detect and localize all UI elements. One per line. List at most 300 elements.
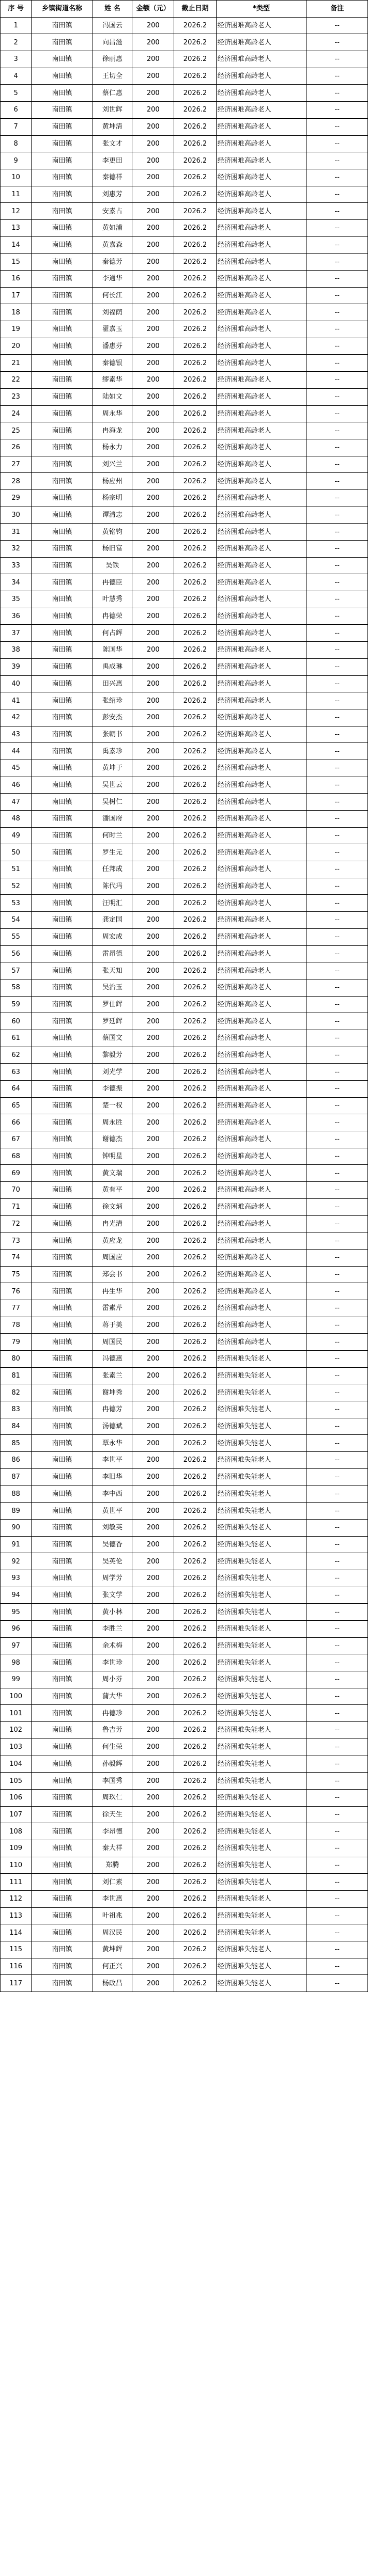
type-cell: 经济困难高龄老人 (216, 489, 306, 507)
remark-cell: -- (306, 1874, 368, 1891)
town-cell: 南田镇 (32, 219, 93, 236)
type-cell: 经济困难高龄老人 (216, 287, 306, 304)
remark-cell: -- (306, 1840, 368, 1857)
name-cell: 冉光清 (93, 1215, 132, 1232)
remark-cell: -- (306, 1553, 368, 1570)
table-row (1, 439, 368, 456)
amount-cell: 200 (132, 1722, 174, 1739)
town-cell: 南田镇 (32, 962, 93, 979)
town-cell: 南田镇 (32, 85, 93, 102)
index-cell: 104 (1, 1756, 32, 1773)
table-row (1, 456, 368, 473)
table-row (1, 1789, 368, 1806)
remark-cell: -- (306, 1131, 368, 1148)
town-cell: 南田镇 (32, 1351, 93, 1368)
table-row (1, 85, 368, 102)
town-cell: 南田镇 (32, 1941, 93, 1958)
town-cell: 南田镇 (32, 1806, 93, 1823)
remark-cell: -- (306, 1806, 368, 1823)
table-row (1, 1081, 368, 1098)
amount-cell: 200 (132, 304, 174, 321)
remark-cell: -- (306, 912, 368, 929)
amount-cell: 200 (132, 1857, 174, 1874)
name-cell: 谢德杰 (93, 1131, 132, 1148)
name-cell: 李中西 (93, 1485, 132, 1503)
deadline-cell: 2026.2 (174, 1215, 216, 1232)
deadline-cell: 2026.2 (174, 1739, 216, 1756)
table-row (1, 709, 368, 726)
type-cell: 经济困难高龄老人 (216, 692, 306, 709)
town-cell: 南田镇 (32, 456, 93, 473)
name-cell: 冉德臣 (93, 574, 132, 591)
remark-cell: -- (306, 928, 368, 945)
amount-cell: 200 (132, 51, 174, 68)
deadline-cell: 2026.2 (174, 1621, 216, 1638)
deadline-cell: 2026.2 (174, 1756, 216, 1773)
amount-cell: 200 (132, 1671, 174, 1688)
town-cell: 南田镇 (32, 1773, 93, 1790)
deadline-cell: 2026.2 (174, 1773, 216, 1790)
name-cell: 彭安杰 (93, 709, 132, 726)
table-row (1, 51, 368, 68)
remark-cell: -- (306, 1232, 368, 1250)
type-cell: 经济困难高龄老人 (216, 1283, 306, 1300)
town-cell: 南田镇 (32, 254, 93, 271)
table-row (1, 1874, 368, 1891)
type-cell: 经济困难高龄老人 (216, 794, 306, 811)
amount-cell: 200 (132, 1013, 174, 1030)
amount-cell: 200 (132, 1114, 174, 1131)
table-row (1, 811, 368, 828)
remark-cell: -- (306, 1975, 368, 1992)
name-cell: 吴世云 (93, 777, 132, 794)
index-cell: 1 (1, 17, 32, 34)
remark-cell: -- (306, 271, 368, 288)
name-cell: 罗仕辉 (93, 996, 132, 1013)
amount-cell: 200 (132, 709, 174, 726)
table-row (1, 962, 368, 979)
amount-cell: 200 (132, 1941, 174, 1958)
deadline-cell: 2026.2 (174, 1891, 216, 1908)
type-cell: 经济困难高龄老人 (216, 1131, 306, 1148)
town-cell: 南田镇 (32, 1249, 93, 1266)
deadline-cell: 2026.2 (174, 827, 216, 844)
amount-cell: 200 (132, 979, 174, 996)
deadline-cell: 2026.2 (174, 1570, 216, 1587)
type-cell: 经济困难高龄老人 (216, 709, 306, 726)
type-cell: 经济困难高龄老人 (216, 439, 306, 456)
header-deadline: 截止日期 (174, 1, 216, 18)
name-cell: 陈国华 (93, 642, 132, 659)
table-row (1, 1857, 368, 1874)
remark-cell: -- (306, 422, 368, 439)
town-cell: 南田镇 (32, 811, 93, 828)
type-cell: 经济困难失能老人 (216, 1435, 306, 1452)
deadline-cell: 2026.2 (174, 1334, 216, 1351)
name-cell: 潘国府 (93, 811, 132, 828)
amount-cell: 200 (132, 642, 174, 659)
table-row (1, 236, 368, 254)
name-cell: 黄小林 (93, 1604, 132, 1621)
table-row (1, 1232, 368, 1250)
name-cell: 安素占 (93, 203, 132, 220)
amount-cell: 200 (132, 1756, 174, 1773)
town-cell: 南田镇 (32, 507, 93, 524)
table-row (1, 1773, 368, 1790)
town-cell: 南田镇 (32, 152, 93, 169)
index-cell: 98 (1, 1654, 32, 1671)
type-cell: 经济困难高龄老人 (216, 608, 306, 625)
deadline-cell: 2026.2 (174, 1232, 216, 1250)
index-cell: 15 (1, 254, 32, 271)
type-cell: 经济困难高龄老人 (216, 591, 306, 608)
name-cell: 禹素珍 (93, 743, 132, 760)
table-row (1, 169, 368, 186)
type-cell: 经济困难失能老人 (216, 1637, 306, 1654)
deadline-cell: 2026.2 (174, 996, 216, 1013)
table-row (1, 1148, 368, 1165)
amount-cell: 200 (132, 388, 174, 405)
table-row (1, 658, 368, 675)
deadline-cell: 2026.2 (174, 85, 216, 102)
type-cell: 经济困难失能老人 (216, 1553, 306, 1570)
type-cell: 经济困难高龄老人 (216, 912, 306, 929)
name-cell: 李国秀 (93, 1773, 132, 1790)
table-row (1, 557, 368, 574)
index-cell: 97 (1, 1637, 32, 1654)
index-cell: 17 (1, 287, 32, 304)
amount-cell: 200 (132, 1503, 174, 1520)
town-cell: 南田镇 (32, 1519, 93, 1536)
remark-cell: -- (306, 1570, 368, 1587)
remark-cell: -- (306, 304, 368, 321)
index-cell: 61 (1, 1030, 32, 1047)
name-cell: 周永华 (93, 405, 132, 422)
deadline-cell: 2026.2 (174, 524, 216, 541)
remark-cell: -- (306, 186, 368, 203)
type-cell: 经济困难高龄老人 (216, 236, 306, 254)
remark-cell: -- (306, 321, 368, 338)
deadline-cell: 2026.2 (174, 945, 216, 962)
deadline-cell: 2026.2 (174, 439, 216, 456)
index-cell: 13 (1, 219, 32, 236)
type-cell: 经济困难失能老人 (216, 1806, 306, 1823)
town-cell: 南田镇 (32, 372, 93, 389)
index-cell: 102 (1, 1722, 32, 1739)
name-cell: 吴铁 (93, 557, 132, 574)
index-cell: 19 (1, 321, 32, 338)
deadline-cell: 2026.2 (174, 709, 216, 726)
type-cell: 经济困难高龄老人 (216, 1013, 306, 1030)
amount-cell: 200 (132, 1266, 174, 1283)
town-cell: 南田镇 (32, 642, 93, 659)
type-cell: 经济困难高龄老人 (216, 169, 306, 186)
name-cell: 冯德惠 (93, 1351, 132, 1368)
name-cell: 黎毅芳 (93, 1047, 132, 1064)
name-cell: 杨旧富 (93, 541, 132, 558)
name-cell: 吴德香 (93, 1536, 132, 1553)
name-cell: 冯国云 (93, 17, 132, 34)
town-cell: 南田镇 (32, 1435, 93, 1452)
amount-cell: 200 (132, 1452, 174, 1469)
town-cell: 南田镇 (32, 203, 93, 220)
index-cell: 39 (1, 658, 32, 675)
amount-cell: 200 (132, 219, 174, 236)
type-cell: 经济困难失能老人 (216, 1773, 306, 1790)
name-cell: 陈代玛 (93, 878, 132, 895)
amount-cell: 200 (132, 1401, 174, 1418)
type-cell: 经济困难失能老人 (216, 1874, 306, 1891)
table-row (1, 507, 368, 524)
index-cell: 20 (1, 338, 32, 355)
name-cell: 李胜兰 (93, 1621, 132, 1638)
deadline-cell: 2026.2 (174, 1587, 216, 1604)
table-row (1, 1097, 368, 1114)
remark-cell: -- (306, 1739, 368, 1756)
deadline-cell: 2026.2 (174, 979, 216, 996)
index-cell: 3 (1, 51, 32, 68)
town-cell: 南田镇 (32, 1840, 93, 1857)
town-cell: 南田镇 (32, 574, 93, 591)
type-cell: 经济困难失能老人 (216, 1519, 306, 1536)
type-cell: 经济困难高龄老人 (216, 675, 306, 692)
town-cell: 南田镇 (32, 1317, 93, 1334)
table-row (1, 760, 368, 777)
index-cell: 55 (1, 928, 32, 945)
amount-cell: 200 (132, 1435, 174, 1452)
type-cell: 经济困难失能老人 (216, 1503, 306, 1520)
deadline-cell: 2026.2 (174, 962, 216, 979)
index-cell: 44 (1, 743, 32, 760)
amount-cell: 200 (132, 321, 174, 338)
index-cell: 52 (1, 878, 32, 895)
town-cell: 南田镇 (32, 1789, 93, 1806)
amount-cell: 200 (132, 1468, 174, 1485)
deadline-cell: 2026.2 (174, 372, 216, 389)
table-row (1, 1705, 368, 1722)
name-cell: 张绍珍 (93, 692, 132, 709)
town-cell: 南田镇 (32, 692, 93, 709)
deadline-cell: 2026.2 (174, 1789, 216, 1806)
amount-cell: 200 (132, 254, 174, 271)
type-cell: 经济困难失能老人 (216, 1468, 306, 1485)
table-row (1, 135, 368, 152)
town-cell: 南田镇 (32, 1114, 93, 1131)
table-row (1, 1637, 368, 1654)
deadline-cell: 2026.2 (174, 861, 216, 878)
index-cell: 90 (1, 1519, 32, 1536)
town-cell: 南田镇 (32, 405, 93, 422)
remark-cell: -- (306, 1114, 368, 1131)
remark-cell: -- (306, 85, 368, 102)
deadline-cell: 2026.2 (174, 658, 216, 675)
index-cell: 4 (1, 68, 32, 85)
amount-cell: 200 (132, 1367, 174, 1384)
table-row (1, 372, 368, 389)
index-cell: 89 (1, 1503, 32, 1520)
name-cell: 李德振 (93, 1081, 132, 1098)
deadline-cell: 2026.2 (174, 271, 216, 288)
index-cell: 27 (1, 456, 32, 473)
amount-cell: 200 (132, 1553, 174, 1570)
deadline-cell: 2026.2 (174, 1114, 216, 1131)
amount-cell: 200 (132, 1907, 174, 1924)
table-row (1, 827, 368, 844)
deadline-cell: 2026.2 (174, 1823, 216, 1840)
type-cell: 经济困难高龄老人 (216, 203, 306, 220)
remark-cell: -- (306, 658, 368, 675)
remark-cell: -- (306, 51, 368, 68)
amount-cell: 200 (132, 1334, 174, 1351)
remark-cell: -- (306, 1789, 368, 1806)
name-cell: 黄如浦 (93, 219, 132, 236)
type-cell: 经济困难失能老人 (216, 1367, 306, 1384)
type-cell: 经济困难高龄老人 (216, 321, 306, 338)
name-cell: 陆如文 (93, 388, 132, 405)
town-cell: 南田镇 (32, 169, 93, 186)
town-cell: 南田镇 (32, 1637, 93, 1654)
table-row (1, 1654, 368, 1671)
amount-cell: 200 (132, 1975, 174, 1992)
amount-cell: 200 (132, 287, 174, 304)
type-cell: 经济困难高龄老人 (216, 388, 306, 405)
deadline-cell: 2026.2 (174, 1840, 216, 1857)
town-cell: 南田镇 (32, 1418, 93, 1435)
index-cell: 75 (1, 1266, 32, 1283)
amount-cell: 200 (132, 1840, 174, 1857)
town-cell: 南田镇 (32, 1621, 93, 1638)
index-cell: 24 (1, 405, 32, 422)
type-cell: 经济困难高龄老人 (216, 118, 306, 135)
deadline-cell: 2026.2 (174, 118, 216, 135)
town-cell: 南田镇 (32, 1485, 93, 1503)
remark-cell: -- (306, 844, 368, 861)
table-row (1, 1114, 368, 1131)
town-cell: 南田镇 (32, 1654, 93, 1671)
table-row (1, 928, 368, 945)
town-cell: 南田镇 (32, 1958, 93, 1975)
amount-cell: 200 (132, 844, 174, 861)
amount-cell: 200 (132, 1165, 174, 1182)
town-cell: 南田镇 (32, 760, 93, 777)
name-cell: 刘世辉 (93, 102, 132, 119)
amount-cell: 200 (132, 1081, 174, 1098)
table-row (1, 388, 368, 405)
amount-cell: 200 (132, 1283, 174, 1300)
type-cell: 经济困难失能老人 (216, 1722, 306, 1739)
table-row (1, 17, 368, 34)
remark-cell: -- (306, 962, 368, 979)
deadline-cell: 2026.2 (174, 1148, 216, 1165)
town-cell: 南田镇 (32, 1671, 93, 1688)
remark-cell: -- (306, 338, 368, 355)
town-cell: 南田镇 (32, 1266, 93, 1283)
deadline-cell: 2026.2 (174, 1485, 216, 1503)
table-row (1, 895, 368, 912)
deadline-cell: 2026.2 (174, 1907, 216, 1924)
type-cell: 经济困难失能老人 (216, 1975, 306, 1992)
index-cell: 60 (1, 1013, 32, 1030)
remark-cell: -- (306, 1334, 368, 1351)
amount-cell: 200 (132, 557, 174, 574)
remark-cell: -- (306, 1891, 368, 1908)
deadline-cell: 2026.2 (174, 1975, 216, 1992)
town-cell: 南田镇 (32, 777, 93, 794)
type-cell: 经济困难高龄老人 (216, 726, 306, 743)
remark-cell: -- (306, 1435, 368, 1452)
name-cell: 李世平 (93, 1452, 132, 1469)
table-row (1, 321, 368, 338)
name-cell: 何占辉 (93, 625, 132, 642)
town-cell: 南田镇 (32, 557, 93, 574)
deadline-cell: 2026.2 (174, 1131, 216, 1148)
amount-cell: 200 (132, 236, 174, 254)
type-cell: 经济困难高龄老人 (216, 945, 306, 962)
amount-cell: 200 (132, 743, 174, 760)
deadline-cell: 2026.2 (174, 135, 216, 152)
type-cell: 经济困难失能老人 (216, 1570, 306, 1587)
amount-cell: 200 (132, 1232, 174, 1250)
table-row (1, 287, 368, 304)
amount-cell: 200 (132, 102, 174, 119)
amount-cell: 200 (132, 1030, 174, 1047)
table-row (1, 1722, 368, 1739)
town-cell: 南田镇 (32, 861, 93, 878)
remark-cell: -- (306, 102, 368, 119)
index-cell: 18 (1, 304, 32, 321)
deadline-cell: 2026.2 (174, 1317, 216, 1334)
town-cell: 南田镇 (32, 675, 93, 692)
type-cell: 经济困难高龄老人 (216, 405, 306, 422)
type-cell: 经济困难高龄老人 (216, 34, 306, 51)
remark-cell: -- (306, 1604, 368, 1621)
deadline-cell: 2026.2 (174, 219, 216, 236)
town-cell: 南田镇 (32, 1975, 93, 1992)
amount-cell: 200 (132, 456, 174, 473)
remark-cell: -- (306, 591, 368, 608)
amount-cell: 200 (132, 574, 174, 591)
type-cell: 经济困难高龄老人 (216, 135, 306, 152)
deadline-cell: 2026.2 (174, 254, 216, 271)
deadline-cell: 2026.2 (174, 1300, 216, 1317)
type-cell: 经济困难高龄老人 (216, 811, 306, 828)
index-cell: 54 (1, 912, 32, 929)
type-cell: 经济困难高龄老人 (216, 1047, 306, 1064)
table-row (1, 1756, 368, 1773)
town-cell: 南田镇 (32, 524, 93, 541)
remark-cell: -- (306, 372, 368, 389)
deadline-cell: 2026.2 (174, 1874, 216, 1891)
name-cell: 缪素华 (93, 372, 132, 389)
type-cell: 经济困难失能老人 (216, 1705, 306, 1722)
name-cell: 向昌滋 (93, 34, 132, 51)
deadline-cell: 2026.2 (174, 1367, 216, 1384)
type-cell: 经济困难失能老人 (216, 1351, 306, 1368)
table-row (1, 1688, 368, 1705)
name-cell: 郑会书 (93, 1266, 132, 1283)
table-row (1, 1266, 368, 1283)
amount-cell: 200 (132, 1789, 174, 1806)
table-row (1, 574, 368, 591)
index-cell: 40 (1, 675, 32, 692)
remark-cell: -- (306, 794, 368, 811)
remark-cell: -- (306, 1418, 368, 1435)
remark-cell: -- (306, 1148, 368, 1165)
amount-cell: 200 (132, 1131, 174, 1148)
table-row (1, 675, 368, 692)
name-cell: 周国应 (93, 1249, 132, 1266)
amount-cell: 200 (132, 271, 174, 288)
